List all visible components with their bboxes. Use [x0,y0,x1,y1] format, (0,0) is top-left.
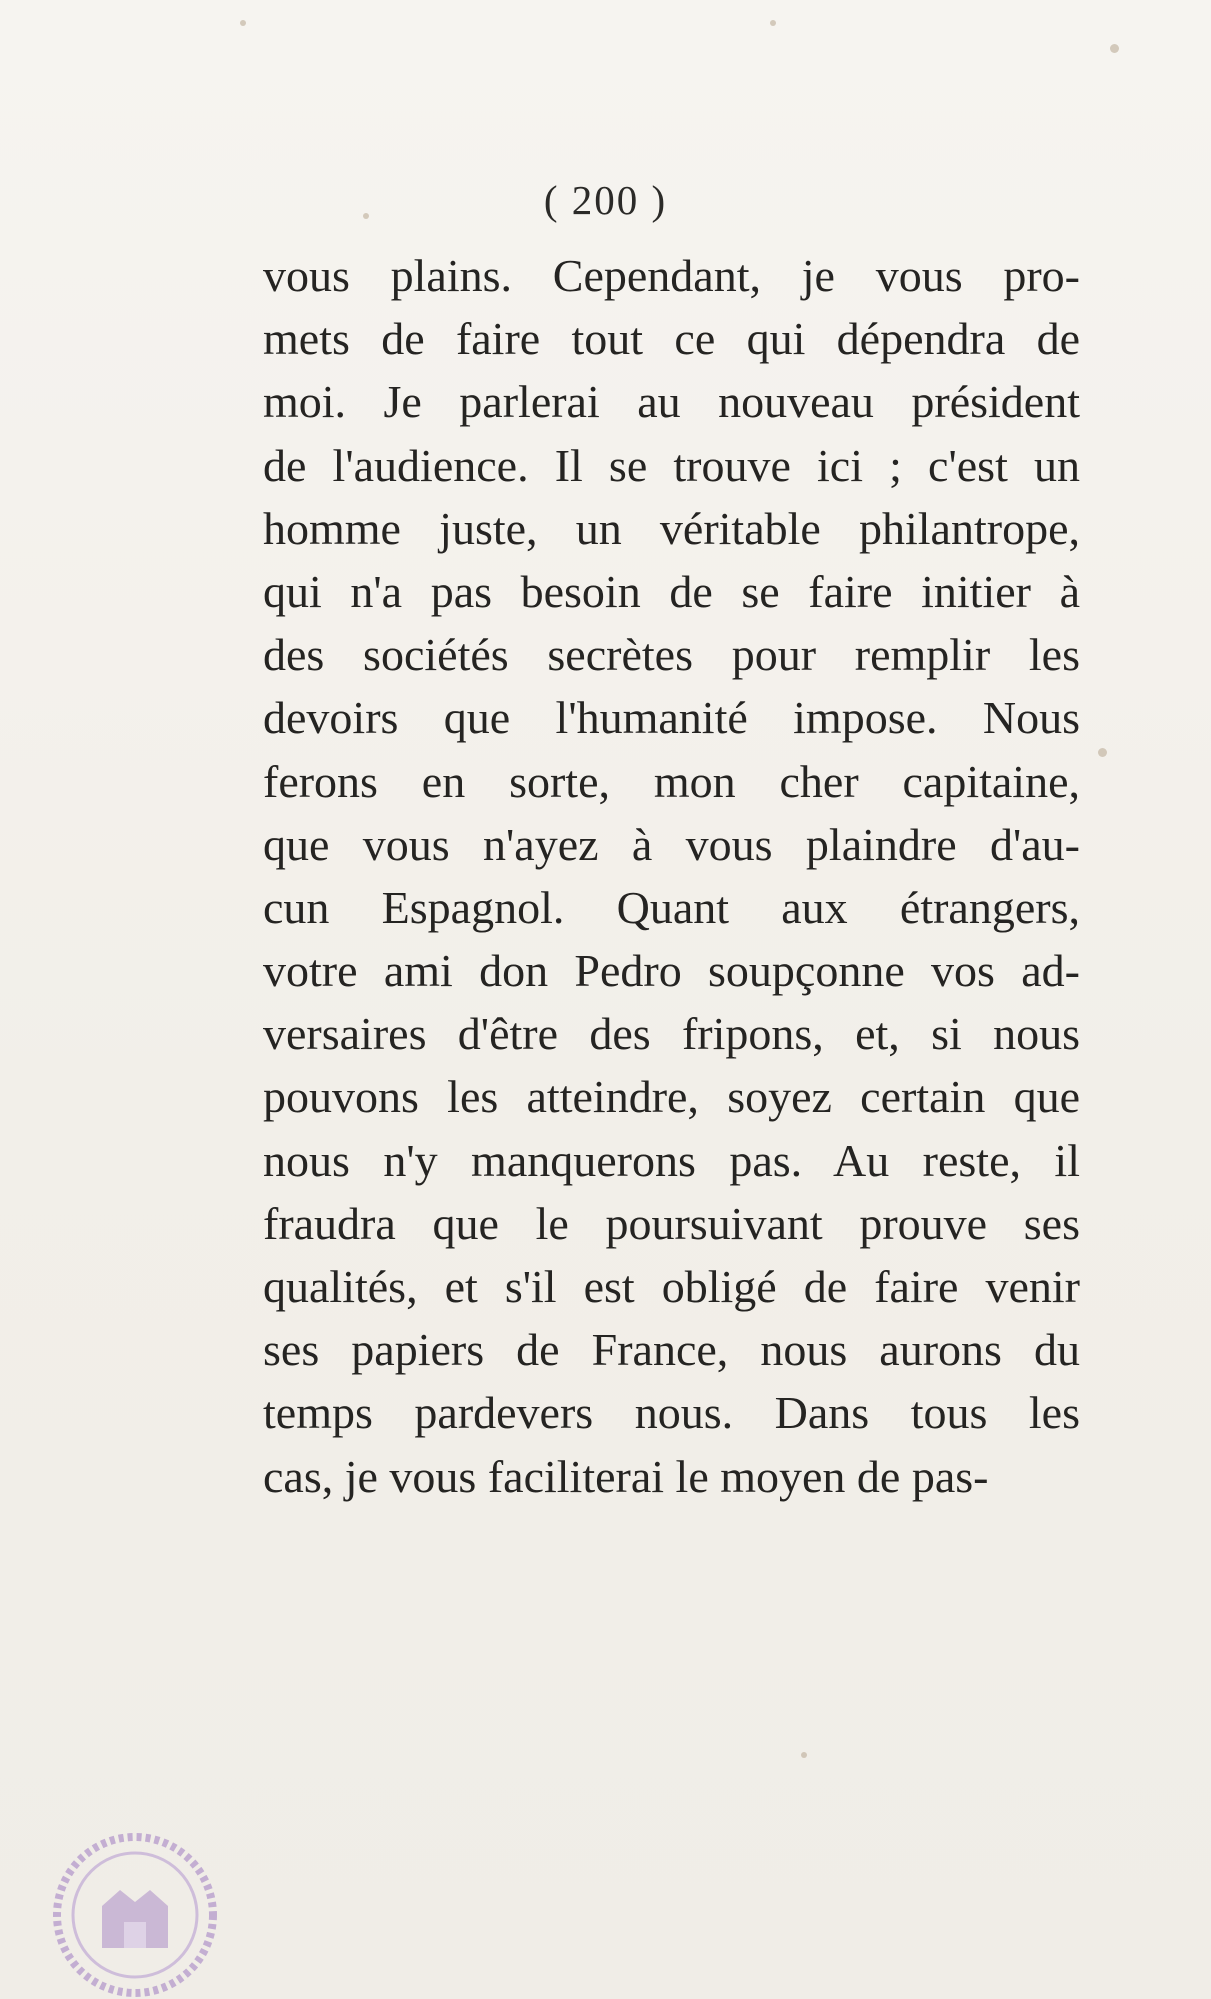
text-line: ferons en sorte, mon cher capitaine, [263,755,1080,807]
text-line: vous plains. Cependant, je vous pro- [263,250,1080,301]
text-line: cas, je vous faciliterai le moyen de pas- [263,1450,989,1502]
text-line: pouvons les atteindre, soyez certain que [263,1071,1080,1123]
text-line: de l'audience. Il se trouve ici ; c'est un [263,439,1080,491]
text-line: homme juste, un véritable philantrope, [263,502,1080,554]
text-line: qui n'a pas besoin de se faire initier à [263,565,1080,617]
text-line: nous n'y manquerons pas. Au reste, il [263,1134,1080,1186]
page-number: ( 200 ) [543,177,668,223]
library-stamp-icon [40,1820,230,1999]
paper-speck [770,20,776,26]
text-line: versaires d'être des fripons, et, si nous [263,1008,1080,1060]
text-line: fraudra que le poursuivant prouve ses [263,1197,1080,1249]
text-line: qualités, et s'il est obligé de faire venir [263,1261,1080,1312]
page-body-text [263,244,1080,1508]
paper-speck [1110,44,1119,53]
text-line: votre ami don Pedro soupçonne vos ad- [263,945,1080,997]
paper-speck [801,1752,807,1758]
text-line: ses papiers de France, nous aurons du [263,1324,1080,1376]
text-line: moi. Je parlerai au nouveau président [263,376,1080,428]
paper-speck [1098,748,1107,757]
text-line: que vous n'ayez à vous plaindre d'au- [263,818,1080,870]
text-line: cun Espagnol. Quant aux étrangers, [263,881,1080,933]
text-line: temps pardevers nous. Dans tous les [263,1387,1080,1439]
text-line: des sociétés secrètes pour remplir les [263,629,1080,681]
text-line: devoirs que l'humanité impose. Nous [263,692,1080,744]
paper-speck [240,20,246,26]
text-line: mets de faire tout ce qui dépendra de [263,313,1080,365]
